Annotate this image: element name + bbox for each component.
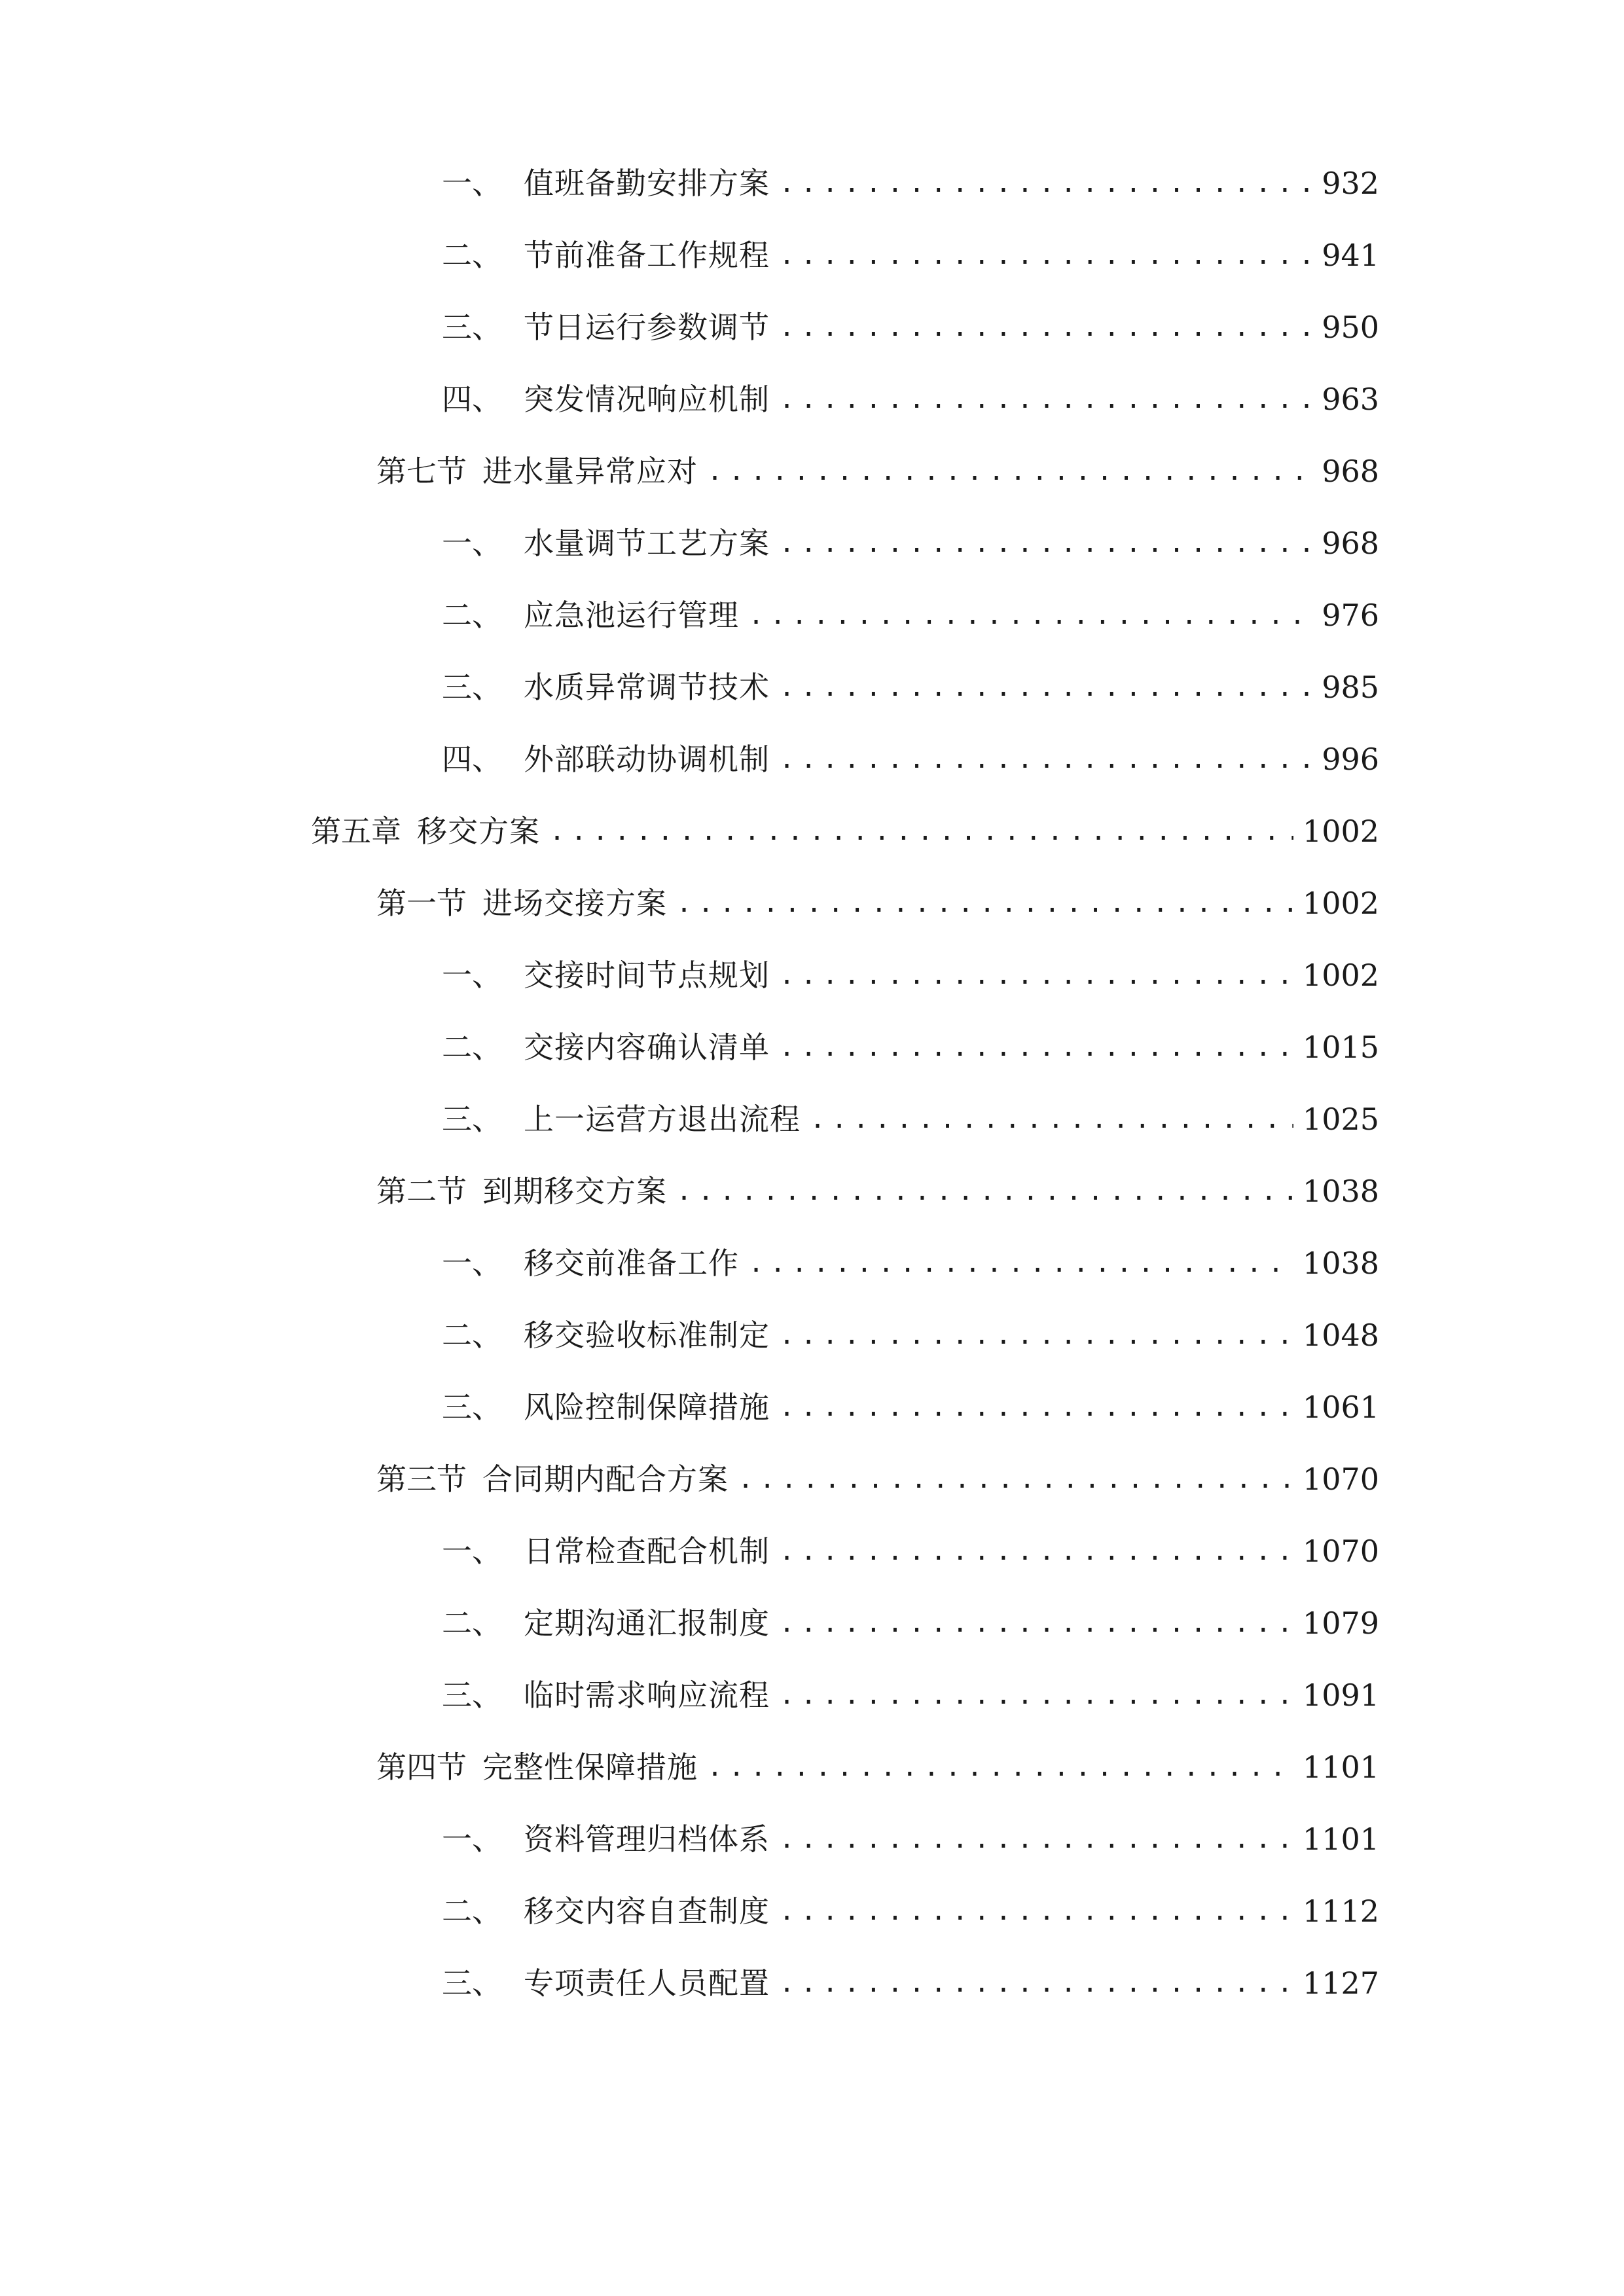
toc-entry-title: 移交前准备工作 [524, 1246, 739, 1281]
toc-entry-number: 一、 [442, 1246, 502, 1281]
toc-entry-number: 一、 [442, 1534, 502, 1569]
toc-entry-12[interactable] [0, 939, 1624, 1011]
toc-entry-title: 交接内容确认清单 [524, 1030, 770, 1065]
toc-entry-7[interactable] [0, 579, 1624, 651]
toc-entry-title: 临时需求响应流程 [524, 1677, 770, 1713]
toc-dot-leader [779, 507, 1312, 579]
toc-entry-page-number: 985 [1322, 670, 1379, 705]
toc-entry-2[interactable] [0, 219, 1624, 291]
toc-entry-24[interactable] [0, 1803, 1624, 1875]
toc-entry-page-number: 941 [1322, 238, 1379, 273]
toc-entry-title: 外部联动协调机制 [524, 742, 770, 777]
toc-dot-leader [707, 1731, 1293, 1803]
toc-entry-25[interactable] [0, 1875, 1624, 1947]
toc-dot-leader [707, 435, 1312, 507]
toc-entry-title: 上一运营方退出流程 [524, 1102, 801, 1137]
toc-entry-page-number: 1127 [1302, 1965, 1379, 2001]
toc-entry-page-number: 1091 [1302, 1677, 1379, 1713]
toc-dot-leader [676, 867, 1293, 939]
toc-entry-number: 二、 [442, 1318, 502, 1353]
toc-entry-title: 进场交接方案 [482, 886, 667, 921]
toc-entry-page-number: 1015 [1302, 1030, 1379, 1065]
toc-dot-leader [779, 363, 1312, 435]
toc-dot-leader [748, 1227, 1293, 1299]
toc-entry-number: 三、 [442, 1965, 502, 2001]
toc-entry-number: 二、 [442, 1605, 502, 1641]
toc-entry-title: 资料管理归档体系 [524, 1821, 770, 1857]
toc-entry-number: 三、 [442, 1677, 502, 1713]
toc-entry-page-number: 1038 [1302, 1246, 1379, 1281]
toc-entry-number: 一、 [442, 958, 502, 993]
toc-entry-number: 第二节 [376, 1174, 467, 1209]
toc-entry-page-number: 1112 [1302, 1893, 1379, 1929]
toc-entry-title: 专项责任人员配置 [524, 1965, 770, 2001]
toc-entry-number: 四、 [442, 382, 502, 417]
toc-dot-leader [748, 579, 1312, 651]
toc-entry-page-number: 1002 [1302, 886, 1379, 921]
toc-dot-leader [779, 1803, 1293, 1875]
toc-entry-title: 值班备勤安排方案 [524, 166, 770, 201]
toc-entry-number: 一、 [442, 166, 502, 201]
toc-entry-title: 应急池运行管理 [524, 598, 739, 633]
toc-entry-11[interactable] [0, 867, 1624, 939]
toc-entry-page-number: 1070 [1302, 1462, 1379, 1497]
toc-dot-leader [779, 147, 1312, 219]
toc-entry-page-number: 1002 [1302, 814, 1379, 849]
toc-entry-title: 进水量异常应对 [482, 454, 698, 489]
toc-entry-19[interactable] [0, 1443, 1624, 1515]
toc-dot-leader [779, 939, 1293, 1011]
toc-entry-5[interactable] [0, 435, 1624, 507]
toc-entry-21[interactable] [0, 1587, 1624, 1659]
toc-entry-title: 移交验收标准制定 [524, 1318, 770, 1353]
toc-dot-leader [779, 219, 1312, 291]
toc-entry-26[interactable] [0, 1947, 1624, 2019]
toc-entry-page-number: 1061 [1302, 1390, 1379, 1425]
toc-entry-title: 水质异常调节技术 [524, 670, 770, 705]
toc-dot-leader [779, 1299, 1293, 1371]
toc-dot-leader [549, 795, 1293, 867]
toc-dot-leader [779, 651, 1312, 723]
toc-entry-title: 完整性保障措施 [482, 1749, 698, 1785]
toc-entry-page-number: 968 [1322, 526, 1379, 561]
toc-dot-leader [779, 1515, 1293, 1587]
toc-entry-number: 四、 [442, 742, 502, 777]
toc-entry-number: 三、 [442, 670, 502, 705]
toc-entry-number: 二、 [442, 238, 502, 273]
toc-entry-page-number: 1025 [1302, 1102, 1379, 1137]
toc-entry-18[interactable] [0, 1371, 1624, 1443]
toc-entry-23[interactable] [0, 1731, 1624, 1803]
toc-entry-page-number: 1070 [1302, 1534, 1379, 1569]
toc-entry-number: 第三节 [376, 1462, 467, 1497]
toc-dot-leader [779, 1371, 1293, 1443]
toc-entry-title: 突发情况响应机制 [524, 382, 770, 417]
toc-entry-3[interactable] [0, 291, 1624, 363]
toc-entry-6[interactable] [0, 507, 1624, 579]
toc-entry-1[interactable] [0, 147, 1624, 219]
toc-entry-page-number: 968 [1322, 454, 1379, 489]
toc-entry-9[interactable] [0, 723, 1624, 795]
toc-entry-page-number: 1101 [1302, 1821, 1379, 1857]
toc-entry-number: 二、 [442, 1030, 502, 1065]
toc-entry-title: 日常检查配合机制 [524, 1534, 770, 1569]
toc-entry-page-number: 950 [1322, 310, 1379, 345]
toc-dot-leader [779, 723, 1312, 795]
toc-entry-page-number: 976 [1322, 598, 1379, 633]
toc-entry-15[interactable] [0, 1155, 1624, 1227]
toc-dot-leader [738, 1443, 1293, 1515]
toc-entry-number: 第五章 [311, 814, 401, 849]
toc-entry-8[interactable] [0, 651, 1624, 723]
toc-entry-number: 第四节 [376, 1749, 467, 1785]
toc-entry-number: 第七节 [376, 454, 467, 489]
toc-dot-leader [779, 1587, 1293, 1659]
toc-entry-number: 一、 [442, 1821, 502, 1857]
toc-entry-page-number: 932 [1322, 166, 1379, 201]
toc-entry-22[interactable] [0, 1659, 1624, 1731]
toc-entry-13[interactable] [0, 1011, 1624, 1083]
toc-entry-title: 交接时间节点规划 [524, 958, 770, 993]
toc-entry-title: 移交方案 [417, 814, 540, 849]
toc-entry-page-number: 1048 [1302, 1318, 1379, 1353]
toc-entry-title: 水量调节工艺方案 [524, 526, 770, 561]
toc-entry-title: 节日运行参数调节 [524, 310, 770, 345]
toc-entry-page-number: 1101 [1302, 1749, 1379, 1785]
toc-entry-14[interactable] [0, 1083, 1624, 1155]
toc-dot-leader [779, 291, 1312, 363]
toc-entry-title: 定期沟通汇报制度 [524, 1605, 770, 1641]
toc-entry-page-number: 996 [1322, 742, 1379, 777]
toc-entry-number: 三、 [442, 1390, 502, 1425]
toc-entry-title: 风险控制保障措施 [524, 1390, 770, 1425]
table-of-contents [0, 147, 1624, 2019]
toc-entry-number: 二、 [442, 1893, 502, 1929]
toc-entry-page-number: 963 [1322, 382, 1379, 417]
toc-entry-page-number: 1038 [1302, 1174, 1379, 1209]
toc-entry-number: 三、 [442, 1102, 502, 1137]
toc-dot-leader [810, 1083, 1293, 1155]
toc-entry-number: 第一节 [376, 886, 467, 921]
toc-dot-leader [779, 1875, 1293, 1947]
toc-entry-title: 移交内容自查制度 [524, 1893, 770, 1929]
toc-entry-number: 三、 [442, 310, 502, 345]
toc-entry-title: 节前准备工作规程 [524, 238, 770, 273]
toc-entry-17[interactable] [0, 1299, 1624, 1371]
toc-dot-leader [779, 1947, 1293, 2019]
toc-entry-number: 一、 [442, 526, 502, 561]
toc-entry-10[interactable] [0, 795, 1624, 867]
toc-entry-4[interactable] [0, 363, 1624, 435]
toc-entry-20[interactable] [0, 1515, 1624, 1587]
toc-entry-title: 到期移交方案 [482, 1174, 667, 1209]
toc-entry-title: 合同期内配合方案 [482, 1462, 729, 1497]
toc-dot-leader [779, 1011, 1293, 1083]
toc-entry-page-number: 1079 [1302, 1605, 1379, 1641]
toc-dot-leader [676, 1155, 1293, 1227]
toc-entry-page-number: 1002 [1302, 958, 1379, 993]
toc-entry-16[interactable] [0, 1227, 1624, 1299]
toc-dot-leader [779, 1659, 1293, 1731]
toc-entry-number: 二、 [442, 598, 502, 633]
